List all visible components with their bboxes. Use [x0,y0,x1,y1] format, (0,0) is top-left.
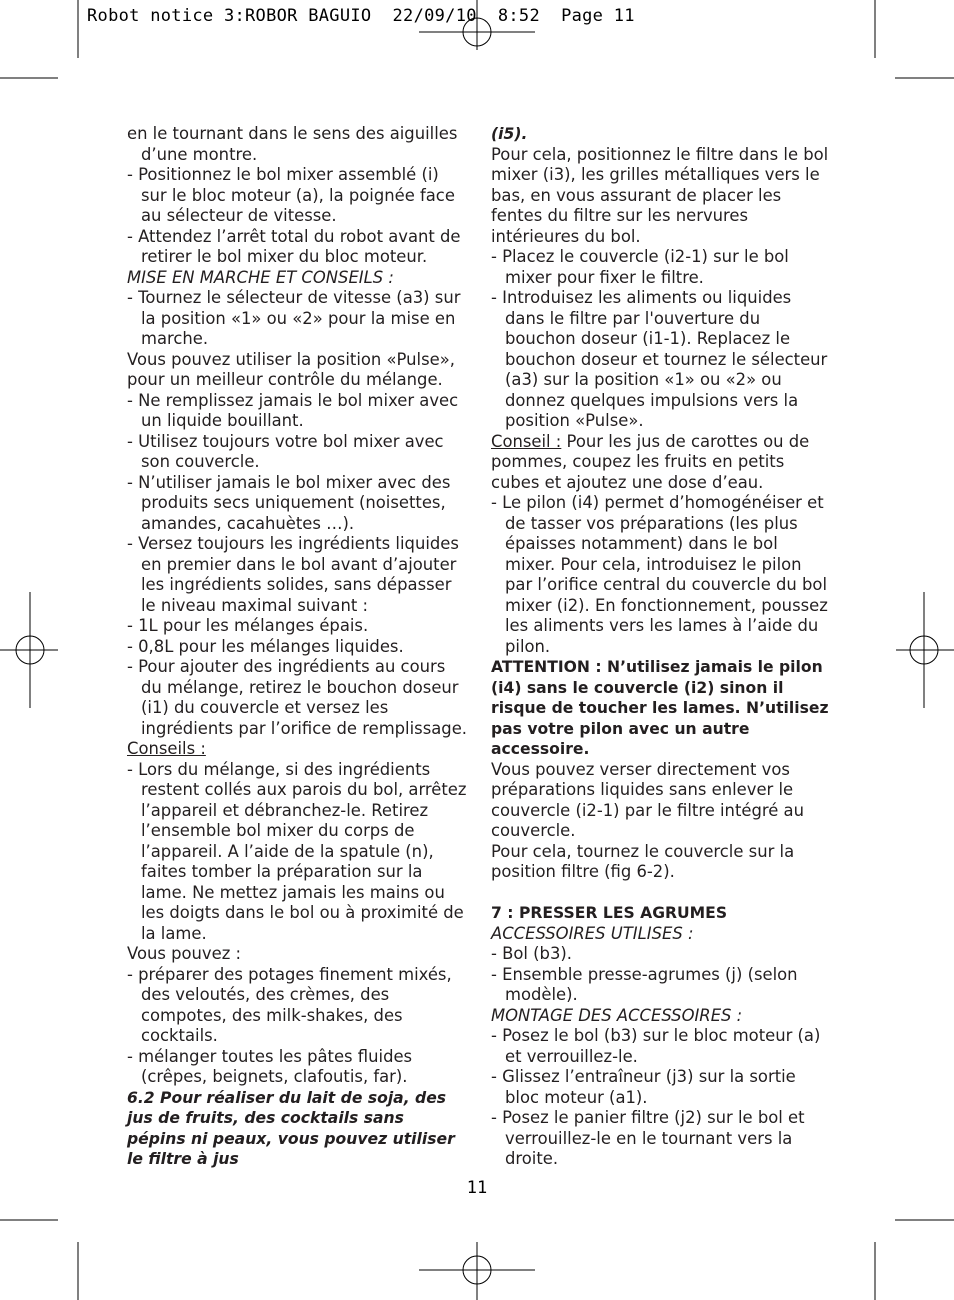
bullet-item: - Utilisez toujours votre bol mixer avec son couvercle. [127,431,444,471]
bullet-item: - Ensemble presse-agrumes (j) (selon modèle). [491,964,798,1004]
print-slug-header: Robot notice 3:ROBOR BAGUIO 22/09/10 8:52 Page 11 [87,6,635,26]
paragraph: Vous pouvez verser directement vos préparations liquides sans enlever le couvercle (i2-1) par le filtre intégré au couvercle. [491,759,804,840]
bullet-item: - N’utiliser jamais le bol mixer avec des produits secs uniquement (noisettes, amandes, cacahuètes …). [127,472,451,533]
bullet-item: - Pour ajouter des ingrédients au cours du mélange, retirez le bouchon doseur (i1) du couvercle et versez les ingrédients par l’orifice de remplissage. [127,657,467,738]
bullet-item: - Attendez l’arrêt total du robot avant de retirer le bol mixer du bloc moteur. [127,226,461,266]
bullet-item: - Versez toujours les ingrédients liquides en premier dans le bol avant d’ajouter les ingrédients solides, sans dépasser le niveau maximal suivant : [127,534,459,615]
section-subheading: MONTAGE DES ACCESSOIRES : [491,1005,743,1025]
bullet-item: - 1L pour les mélanges épais. [127,616,369,635]
bullet-item: - Posez le panier filtre (j2) sur le bol et verrouillez-le en le tournant vers la droite. [491,1108,805,1168]
bullet-item: - Bol (b3). [491,944,572,963]
bold-paragraph: ATTENTION : N’utilisez jamais le pilon (i4) sans le couvercle (i2) sinon il risque de toucher les lames. N’utilisez pas votre pilon avec un autre accessoire. [491,658,829,758]
registration-mark-right [896,592,954,708]
tip-label: Conseil : [491,431,562,451]
registration-mark-left [0,592,58,708]
bullet-item: - 0,8L pour les mélanges liquides. [127,636,404,656]
bold-italic-heading: (i5). [491,125,528,143]
tip-text: Pour les jus de carottes ou de pommes, coupez les fruits en petits cubes et ajoutez une dose d’eau. [491,431,810,492]
section-subheading: ACCESSOIRES UTILISES : [491,923,694,943]
paragraph: Pour cela, tournez le couvercle sur la position filtre (fig 6-2). [491,841,795,881]
bold-italic-heading: 6.2 Pour réaliser du lait de soja, des jus de fruits, des cocktails sans pépins ni peaux, vous pouvez utiliser le filtre à jus [127,1088,455,1168]
continued-bullet-text: en le tournant dans le sens des aiguilles d’une montre. [127,124,458,164]
tips-heading: Conseils : [127,739,206,758]
bullet-item: - mélanger toutes les pâtes fluides (crêpes, beignets, clafoutis, far). [127,1046,413,1086]
bullet-item: - Tournez le sélecteur de vitesse (a3) sur la position «1» ou «2» pour la mise en marche. [127,288,461,348]
bullet-item: - Glissez l’entraîneur (j3) sur la sortie bloc moteur (a1). [491,1067,796,1107]
paragraph: Vous pouvez utiliser la position «Pulse», pour un meilleur contrôle du mélange. [127,349,455,389]
registration-mark-top [419,0,535,50]
bullet-item: - Positionnez le bol mixer assemblé (i) sur le bloc moteur (a), la poignée face au sélecteur de vitesse. [127,165,455,225]
bullet-item: - Le pilon (i4) permet d’homogénéiser et de tasser vos préparations (les plus épaisses notamment) dans le bol mixer. Pour cela, introduisez le pilon par l’orifice central du couvercle du bol mixer (i2). En fonctionnement, poussez les aliments vers les lames à l’aide du pilon. [491,493,828,656]
bullet-item: - Placez le couvercle (i2-1) sur le bol mixer pour fixer le filtre. [491,247,789,287]
paragraph: Pour cela, positionnez le filtre dans le bol mixer (i3), les grilles métalliques vers le bas, en vous assurant de placer les fentes du filtre sur les nervures intérieures du bol. [491,144,829,246]
bullet-item: - Posez le bol (b3) sur le bloc moteur (a) et verrouillez-le. [491,1026,821,1066]
registration-mark-bottom [419,1242,535,1300]
bullet-item: - Lors du mélange, si des ingrédients restent collés aux parois du bol, arrêtez l’appareil et débranchez-le. Retirez l’ensemble bol mixer du corps de l’appareil. A l’aide de la spatule (n), faites tomber la préparation sur la lame. Ne mettez jamais les mains ou les doigts dans le bol ou à proximité de la lame. [127,759,467,943]
page-number: 11 [466,1178,488,1198]
bullet-item: - Introduisez les aliments ou liquides dans le filtre par l'ouverture du bouchon doseur (i1-1). Replacez le bouchon doseur et tournez le sélecteur (a3) sur la position «1» ou «2» ou donnez quelques impulsions vers la position «Pulse». [491,288,828,430]
bullet-item: - préparer des potages finement mixés, des veloutés, des crèmes, des compotes, des milk-shakes, des cocktails. [127,964,452,1045]
bullet-item: - Ne remplissez jamais le bol mixer avec un liquide bouillant. [127,390,459,430]
bold-paragraph: 7 : PRESSER LES AGRUMES [491,904,728,922]
section-subheading: MISE EN MARCHE ET CONSEILS : [127,267,394,287]
paragraph: Vous pouvez : [127,944,242,963]
